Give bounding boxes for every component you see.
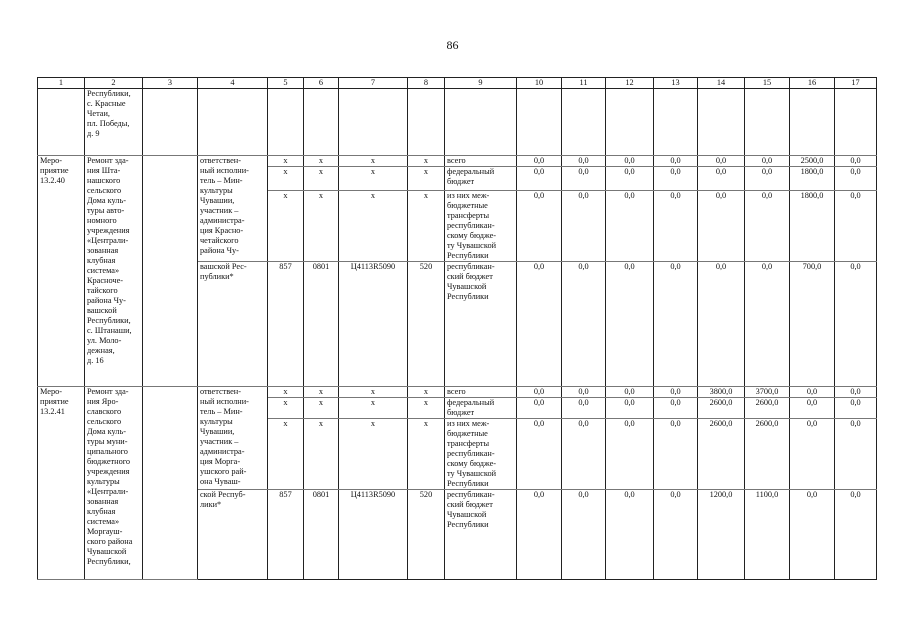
column-number: 10 — [517, 78, 562, 89]
column-number: 12 — [606, 78, 654, 89]
code-vr: х — [408, 387, 445, 398]
code-grbs: х — [268, 419, 304, 490]
amount-cell: 0,0 — [606, 262, 654, 387]
funding-source: из них меж- бюджетные трансферты республикан- скому бюдже- ту Чувашской Республики — [445, 419, 517, 490]
amount-cell: 0,0 — [654, 419, 698, 490]
amount-cell: 0,0 — [562, 387, 606, 398]
empty-cell — [143, 156, 198, 387]
column-number: 11 — [562, 78, 606, 89]
amount-cell: 0,0 — [745, 191, 790, 262]
amount-cell: 0,0 — [745, 262, 790, 387]
code-csr: х — [339, 167, 408, 191]
amount-cell: 0,0 — [606, 419, 654, 490]
responsible-cell: ответствен- ный исполни- тель – Мин- культуры Чувашии, участник – администра- ция Морга- ушского рай- она Чуваш- — [198, 387, 268, 490]
funding-source: федеральный бюджет — [445, 167, 517, 191]
amount-cell: 0,0 — [654, 262, 698, 387]
amount-cell: 0,0 — [562, 262, 606, 387]
column-number: 2 — [85, 78, 143, 89]
amount-cell: 0,0 — [698, 191, 745, 262]
object-cell: Республики, с. Красные Четаи, пл. Победы, д. 9 — [85, 89, 143, 156]
amount-cell: 0,0 — [517, 490, 562, 580]
amount-cell: 0,0 — [517, 156, 562, 167]
amount-cell: 700,0 — [790, 262, 835, 387]
column-number: 13 — [654, 78, 698, 89]
amount-cell: 0,0 — [790, 419, 835, 490]
event-id: Меро- приятие 13.2.40 — [38, 156, 85, 387]
column-number: 15 — [745, 78, 790, 89]
amount-cell: 0,0 — [517, 387, 562, 398]
amount-cell: 0,0 — [517, 262, 562, 387]
amount-cell: 0,0 — [606, 490, 654, 580]
amount-cell: 0,0 — [606, 191, 654, 262]
amount-cell: 0,0 — [562, 490, 606, 580]
column-number: 6 — [304, 78, 339, 89]
column-number: 8 — [408, 78, 445, 89]
amount-cell: 0,0 — [606, 167, 654, 191]
amount-cell: 0,0 — [698, 167, 745, 191]
code-csr: х — [339, 419, 408, 490]
code-vr: 520 — [408, 262, 445, 387]
cell — [38, 89, 85, 156]
responsible-cell-cont: вашской Рес- публики* — [198, 262, 268, 387]
amount-cell: 2600,0 — [698, 419, 745, 490]
code-csr: х — [339, 387, 408, 398]
funding-source: всего — [445, 387, 517, 398]
column-number: 14 — [698, 78, 745, 89]
amount-cell: 0,0 — [698, 156, 745, 167]
amount-cell: 0,0 — [606, 156, 654, 167]
event-id: Меро- приятие 13.2.41 — [38, 387, 85, 580]
amount-cell: 0,0 — [790, 490, 835, 580]
amount-cell: 0,0 — [835, 490, 877, 580]
amount-cell: 0,0 — [517, 191, 562, 262]
code-csr: х — [339, 191, 408, 262]
responsible-cell: ответствен- ный исполни- тель – Мин- культуры Чувашии, участник – администра- ция Красно- четайского района Чу- — [198, 156, 268, 262]
column-number: 7 — [339, 78, 408, 89]
column-number: 16 — [790, 78, 835, 89]
program-table — [37, 77, 877, 580]
code-csr: х — [339, 398, 408, 419]
code-grbs: х — [268, 398, 304, 419]
column-number-row — [38, 78, 877, 89]
code-rzpr: 0801 — [304, 262, 339, 387]
amount-cell: 0,0 — [606, 398, 654, 419]
code-vr: х — [408, 156, 445, 167]
amount-cell: 0,0 — [654, 191, 698, 262]
amount-cell: 2500,0 — [790, 156, 835, 167]
amount-cell: 3700,0 — [745, 387, 790, 398]
empty-cell — [143, 387, 198, 580]
amount-cell: 0,0 — [654, 387, 698, 398]
amount-cell: 0,0 — [562, 167, 606, 191]
amount-cell: 0,0 — [562, 419, 606, 490]
object-cell: Ремонт зда- ния Яро- славского сельского Дома куль- туры муни- ципального бюджетного учреждения культуры «Централи- зованная клубная система» Моргауш- ского района Чувашской Республики, — [85, 387, 143, 580]
amount-cell: 0,0 — [654, 167, 698, 191]
column-number: 3 — [143, 78, 198, 89]
code-grbs: 857 — [268, 262, 304, 387]
code-rzpr: х — [304, 387, 339, 398]
code-csr: Ц4113R5090 — [339, 490, 408, 580]
funding-source: республикан- ский бюджет Чувашской Республики — [445, 490, 517, 580]
code-rzpr: х — [304, 167, 339, 191]
amount-cell: 0,0 — [790, 398, 835, 419]
table-row — [38, 387, 877, 398]
object-cell: Ремонт зда- ния Шта- нашского сельского Дома куль- туры авто- номного учреждения «Централи- зованная клубная система» Красноче- тайского района Чу- вашской Республики, с. Штанаши, ул. Моло- дежная, д. 16 — [85, 156, 143, 387]
code-rzpr: 0801 — [304, 490, 339, 580]
code-grbs: х — [268, 167, 304, 191]
column-number: 9 — [445, 78, 517, 89]
amount-cell: 0,0 — [562, 156, 606, 167]
amount-cell: 0,0 — [517, 398, 562, 419]
amount-cell: 0,0 — [654, 398, 698, 419]
column-number: 17 — [835, 78, 877, 89]
amount-cell: 0,0 — [562, 398, 606, 419]
amount-cell: 0,0 — [835, 387, 877, 398]
amount-cell: 0,0 — [835, 262, 877, 387]
amount-cell: 0,0 — [835, 191, 877, 262]
amount-cell: 0,0 — [698, 262, 745, 387]
amount-cell: 0,0 — [654, 490, 698, 580]
amount-cell: 0,0 — [790, 387, 835, 398]
column-number: 1 — [38, 78, 85, 89]
amount-cell: 0,0 — [606, 387, 654, 398]
funding-source: республикан- ский бюджет Чувашской Республики — [445, 262, 517, 387]
code-rzpr: х — [304, 156, 339, 167]
page-number: 86 — [446, 38, 459, 52]
code-grbs: х — [268, 156, 304, 167]
amount-cell: 1100,0 — [745, 490, 790, 580]
amount-cell: 0,0 — [835, 167, 877, 191]
funding-source: федеральный бюджет — [445, 398, 517, 419]
amount-cell: 1200,0 — [698, 490, 745, 580]
amount-cell: 3800,0 — [698, 387, 745, 398]
column-number: 4 — [198, 78, 268, 89]
code-vr: 520 — [408, 490, 445, 580]
code-vr: х — [408, 419, 445, 490]
amount-cell: 0,0 — [654, 156, 698, 167]
column-number: 5 — [268, 78, 304, 89]
amount-cell: 0,0 — [835, 156, 877, 167]
code-grbs: х — [268, 191, 304, 262]
code-csr: Ц4113R5090 — [339, 262, 408, 387]
amount-cell: 2600,0 — [745, 398, 790, 419]
amount-cell: 0,0 — [562, 191, 606, 262]
amount-cell: 0,0 — [835, 398, 877, 419]
amount-cell: 0,0 — [745, 156, 790, 167]
table-row — [38, 156, 877, 167]
table-row — [38, 89, 877, 156]
code-vr: х — [408, 167, 445, 191]
code-csr: х — [339, 156, 408, 167]
amount-cell: 0,0 — [835, 419, 877, 490]
code-rzpr: х — [304, 398, 339, 419]
amount-cell: 0,0 — [517, 419, 562, 490]
responsible-cell-cont: ской Респуб- лики* — [198, 490, 268, 580]
code-grbs: х — [268, 387, 304, 398]
funding-source: всего — [445, 156, 517, 167]
amount-cell: 1800,0 — [790, 191, 835, 262]
code-grbs: 857 — [268, 490, 304, 580]
code-rzpr: х — [304, 191, 339, 262]
amount-cell: 0,0 — [745, 167, 790, 191]
funding-source: из них меж- бюджетные трансферты республикан- скому бюдже- ту Чувашской Республики — [445, 191, 517, 262]
amount-cell: 2600,0 — [745, 419, 790, 490]
code-rzpr: х — [304, 419, 339, 490]
code-vr: х — [408, 398, 445, 419]
amount-cell: 1800,0 — [790, 167, 835, 191]
amount-cell: 2600,0 — [698, 398, 745, 419]
amount-cell: 0,0 — [517, 167, 562, 191]
code-vr: х — [408, 191, 445, 262]
